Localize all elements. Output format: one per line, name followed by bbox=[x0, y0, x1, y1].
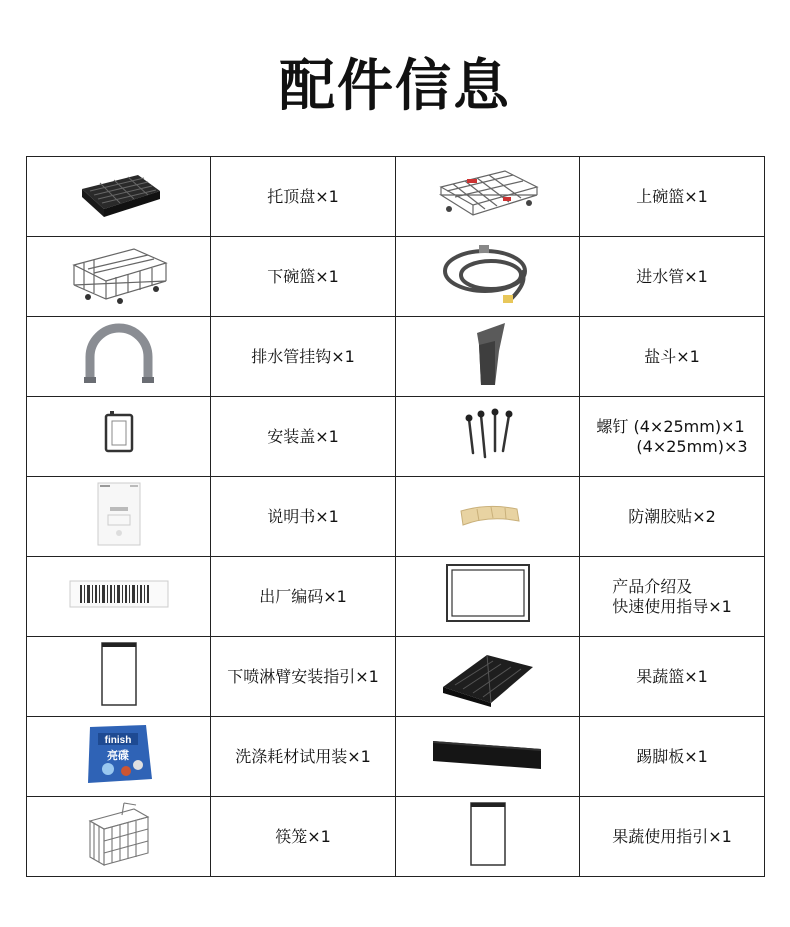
barcode-icon bbox=[64, 561, 174, 627]
kickboard-icon bbox=[433, 721, 543, 787]
accessory-label: 防潮胶贴×2 bbox=[580, 477, 765, 557]
top-tray-icon bbox=[64, 161, 174, 227]
accessory-label: 上碗篮×1 bbox=[580, 157, 765, 237]
lower-basket-icon bbox=[64, 241, 174, 307]
accessory-label: 盐斗×1 bbox=[580, 317, 765, 397]
spray-arm-guide-icon bbox=[64, 641, 174, 707]
table-row bbox=[27, 717, 765, 797]
accessory-label: 下碗篮×1 bbox=[211, 237, 396, 317]
detergent-pack-icon bbox=[64, 721, 174, 787]
fruit-basket-icon bbox=[433, 641, 543, 707]
table-row bbox=[27, 397, 765, 477]
accessory-label: 托顶盘×1 bbox=[211, 157, 396, 237]
accessory-label: 产品介绍及 bbox=[612, 576, 693, 596]
accessory-label: 果蔬使用指引×1 bbox=[580, 797, 765, 877]
accessory-label: 说明书×1 bbox=[211, 477, 396, 557]
accessory-label: 果蔬篮×1 bbox=[580, 637, 765, 717]
accessory-label-secondary: 快速使用指导×1 bbox=[612, 596, 732, 616]
accessory-label: 排水管挂钩×1 bbox=[211, 317, 396, 397]
accessory-label: 筷笼×1 bbox=[211, 797, 396, 877]
accessory-table bbox=[26, 156, 765, 877]
inlet-hose-icon bbox=[433, 241, 543, 307]
upper-basket-icon bbox=[433, 161, 543, 227]
accessory-label: 螺钉 (4×25mm)×1 bbox=[596, 416, 745, 436]
drain-hook-icon bbox=[64, 321, 174, 387]
manual-icon bbox=[64, 481, 174, 547]
table-row bbox=[27, 237, 765, 317]
accessory-label: 出厂编码×1 bbox=[211, 557, 396, 637]
accessory-label-secondary: (4×25mm)×3 bbox=[636, 436, 748, 456]
table-row bbox=[27, 477, 765, 557]
table-row bbox=[27, 557, 765, 637]
table-row bbox=[27, 797, 765, 877]
moisture-patch-icon bbox=[433, 481, 543, 547]
table-row bbox=[27, 157, 765, 237]
accessory-label: 洗涤耗材试用装×1 bbox=[211, 717, 396, 797]
fruit-guide-icon bbox=[433, 801, 543, 867]
page-title: 配件信息 bbox=[279, 54, 511, 119]
table-row bbox=[27, 637, 765, 717]
table-row bbox=[27, 317, 765, 397]
salt-funnel-icon bbox=[433, 321, 543, 387]
accessory-label: 安装盖×1 bbox=[211, 397, 396, 477]
cutlery-basket-icon bbox=[64, 801, 174, 867]
screws-icon bbox=[433, 401, 543, 467]
accessory-label: 下喷淋臂安装指引×1 bbox=[211, 637, 396, 717]
accessory-label: 进水管×1 bbox=[580, 237, 765, 317]
frame-guide-icon bbox=[433, 561, 543, 627]
detergent-brand-text: finish bbox=[104, 735, 131, 746]
accessory-label: 踢脚板×1 bbox=[580, 717, 765, 797]
install-cover-icon bbox=[64, 401, 174, 467]
detergent-brand-cn-text: 亮碟 bbox=[106, 749, 129, 762]
